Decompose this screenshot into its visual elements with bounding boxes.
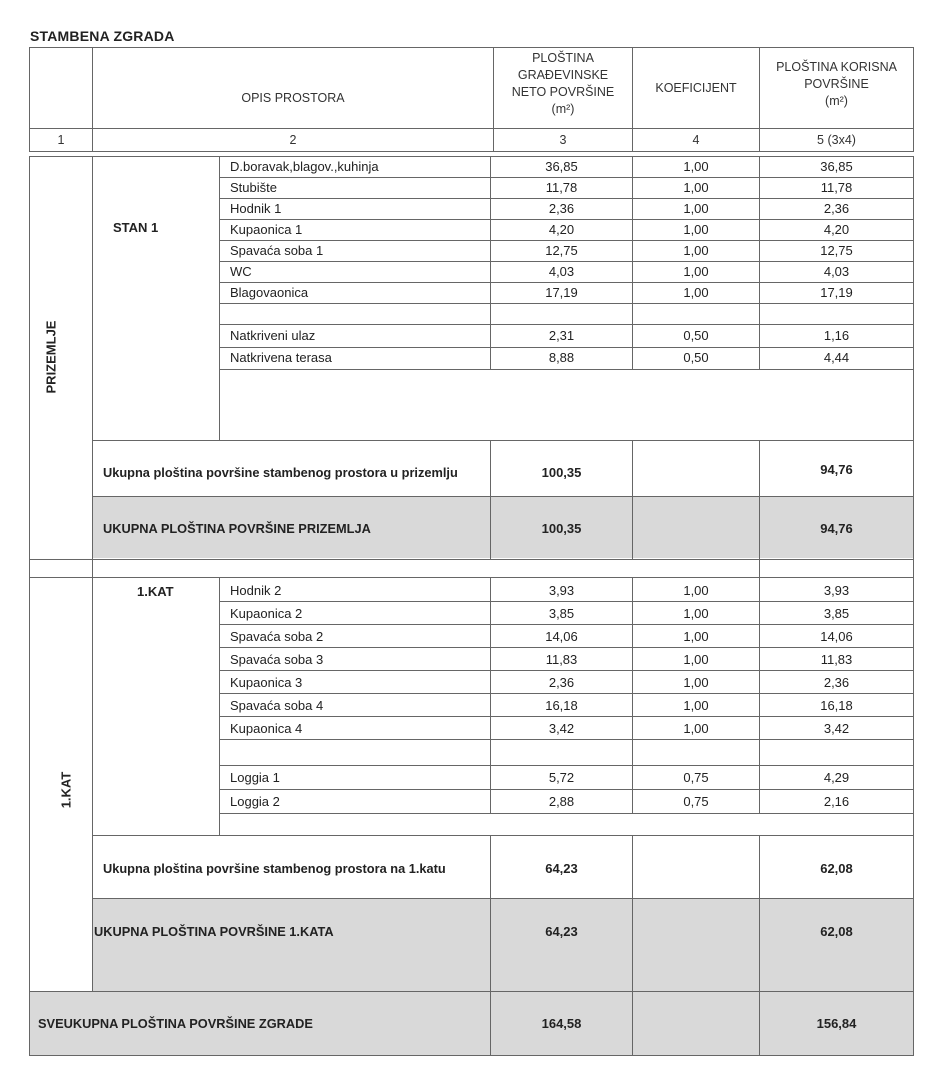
useful-value: 4,20 — [823, 222, 850, 237]
subtotal-label: Ukupna ploština površine stambenog prostora na 1.katu — [103, 861, 446, 876]
room-name: Kupaonica 3 — [230, 675, 303, 690]
area-value: 36,85 — [545, 159, 578, 174]
area-value: 16,18 — [545, 698, 578, 713]
coef-value: 1,00 — [683, 222, 709, 237]
useful-value: 4,03 — [823, 264, 850, 279]
kat-section-label: 1.KAT — [58, 771, 74, 809]
coef-value: 1,00 — [683, 583, 709, 598]
room-name: Spavaća soba 1 — [230, 243, 324, 258]
header-num-5: 5 (3x4) — [817, 133, 856, 147]
header-num-4: 4 — [692, 133, 700, 147]
total-useful: 62,08 — [820, 924, 853, 939]
useful-value: 1,16 — [823, 328, 850, 343]
subtotal-area: 100,35 — [541, 465, 582, 480]
room-name: Kupaonica 4 — [230, 721, 303, 736]
useful-value: 3,42 — [823, 721, 850, 736]
grand-total-useful: 156,84 — [816, 1016, 857, 1031]
total-label: UKUPNA PLOŠTINA POVRŠINE PRIZEMLJA — [103, 521, 371, 536]
area-value: 17,19 — [545, 285, 578, 300]
area-value: 4,20 — [548, 222, 575, 237]
subtotal-useful: 62,08 — [820, 861, 853, 876]
coef-value: 0,50 — [683, 350, 709, 365]
coef-value: 1,00 — [683, 243, 709, 258]
room-name: Blagovaonica — [230, 285, 309, 300]
useful-value: 4,29 — [823, 770, 850, 785]
document-title: STAMBENA ZGRADA — [30, 28, 175, 44]
room-name: D.boravak,blagov.,kuhinja — [230, 159, 379, 174]
useful-value: 12,75 — [820, 243, 853, 258]
area-value: 11,78 — [545, 180, 578, 195]
coef-value: 1,00 — [683, 721, 709, 736]
room-name: Spavaća soba 3 — [230, 652, 324, 667]
useful-value: 2,16 — [823, 794, 850, 809]
coef-value: 1,00 — [683, 264, 709, 279]
coef-value: 1,00 — [683, 675, 709, 690]
kat-total-shade — [92, 899, 913, 991]
coef-value: 1,00 — [683, 285, 709, 300]
total-area: 64,23 — [545, 924, 578, 939]
useful-value: 11,83 — [820, 652, 853, 667]
area-value: 2,31 — [548, 328, 575, 343]
coef-value: 1,00 — [683, 159, 709, 174]
header-num-2: 2 — [289, 133, 297, 147]
room-name: Kupaonica 1 — [230, 222, 303, 237]
area-value: 14,06 — [545, 629, 578, 644]
header-opis-prostora: OPIS PROSTORA — [241, 91, 345, 105]
area-value: 5,72 — [548, 770, 575, 785]
useful-value: 14,06 — [820, 629, 853, 644]
room-name: Loggia 2 — [230, 794, 280, 809]
coef-value: 1,00 — [683, 606, 709, 621]
grand-total-label: SVEUKUPNA PLOŠTINA POVRŠINE ZGRADE — [38, 1016, 313, 1031]
room-name: Natkrivena terasa — [230, 350, 332, 365]
useful-value: 11,78 — [820, 180, 853, 195]
header-num-3: 3 — [559, 133, 567, 147]
useful-value: 17,19 — [820, 285, 853, 300]
coef-value: 1,00 — [683, 201, 709, 216]
subtotal-useful: 94,76 — [820, 462, 853, 477]
useful-value: 3,85 — [823, 606, 850, 621]
room-name: Spavaća soba 4 — [230, 698, 324, 713]
area-value: 3,42 — [548, 721, 575, 736]
stan-1-label: STAN 1 — [113, 220, 159, 235]
coef-value: 0,75 — [683, 770, 709, 785]
useful-value: 16,18 — [820, 698, 853, 713]
room-name: Spavaća soba 2 — [230, 629, 324, 644]
area-value: 11,83 — [545, 652, 578, 667]
room-name: Natkriveni ulaz — [230, 328, 316, 343]
room-name: WC — [230, 264, 252, 279]
header-korisna-povrsina: PLOŠTINA KORISNA POVRŠINE (m²) — [776, 60, 897, 108]
useful-value: 3,93 — [823, 583, 850, 598]
room-name: Hodnik 1 — [230, 201, 282, 216]
area-value: 12,75 — [545, 243, 578, 258]
coef-value: 1,00 — [683, 698, 709, 713]
room-name: Kupaonica 2 — [230, 606, 303, 621]
area-value: 2,88 — [548, 794, 575, 809]
grand-total-area: 164,58 — [541, 1016, 582, 1031]
useful-value: 2,36 — [823, 675, 850, 690]
coef-value: 0,75 — [683, 794, 709, 809]
area-value: 3,85 — [548, 606, 575, 621]
header-koeficijent: KOEFICIJENT — [655, 81, 737, 95]
area-value: 2,36 — [548, 675, 575, 690]
coef-value: 1,00 — [683, 629, 709, 644]
area-value: 4,03 — [548, 264, 575, 279]
area-value: 3,93 — [548, 583, 575, 598]
useful-value: 2,36 — [823, 201, 850, 216]
room-name: Hodnik 2 — [230, 583, 282, 598]
header-gradjevinska-povrsina: PLOŠTINA GRAĐEVINSKE NETO POVRŠINE (m²) — [511, 51, 615, 116]
room-name: Stubište — [230, 180, 277, 195]
subtotal-label: Ukupna ploština površine stambenog prostora u prizemlju — [103, 465, 458, 480]
total-area: 100,35 — [541, 521, 582, 536]
coef-value: 0,50 — [683, 328, 709, 343]
useful-value: 36,85 — [820, 159, 853, 174]
prizemlje-label: PRIZEMLJE — [43, 320, 59, 394]
kat-unit-label: 1.KAT — [137, 584, 174, 599]
header-num-1: 1 — [57, 133, 65, 147]
useful-value: 4,44 — [823, 350, 850, 365]
total-useful: 94,76 — [820, 521, 853, 536]
coef-value: 1,00 — [683, 652, 709, 667]
area-value: 8,88 — [548, 350, 575, 365]
coef-value: 1,00 — [683, 180, 709, 195]
area-value: 2,36 — [548, 201, 575, 216]
total-label: UKUPNA PLOŠTINA POVRŠINE 1.KATA — [94, 924, 334, 939]
subtotal-area: 64,23 — [545, 861, 578, 876]
room-name: Loggia 1 — [230, 770, 280, 785]
